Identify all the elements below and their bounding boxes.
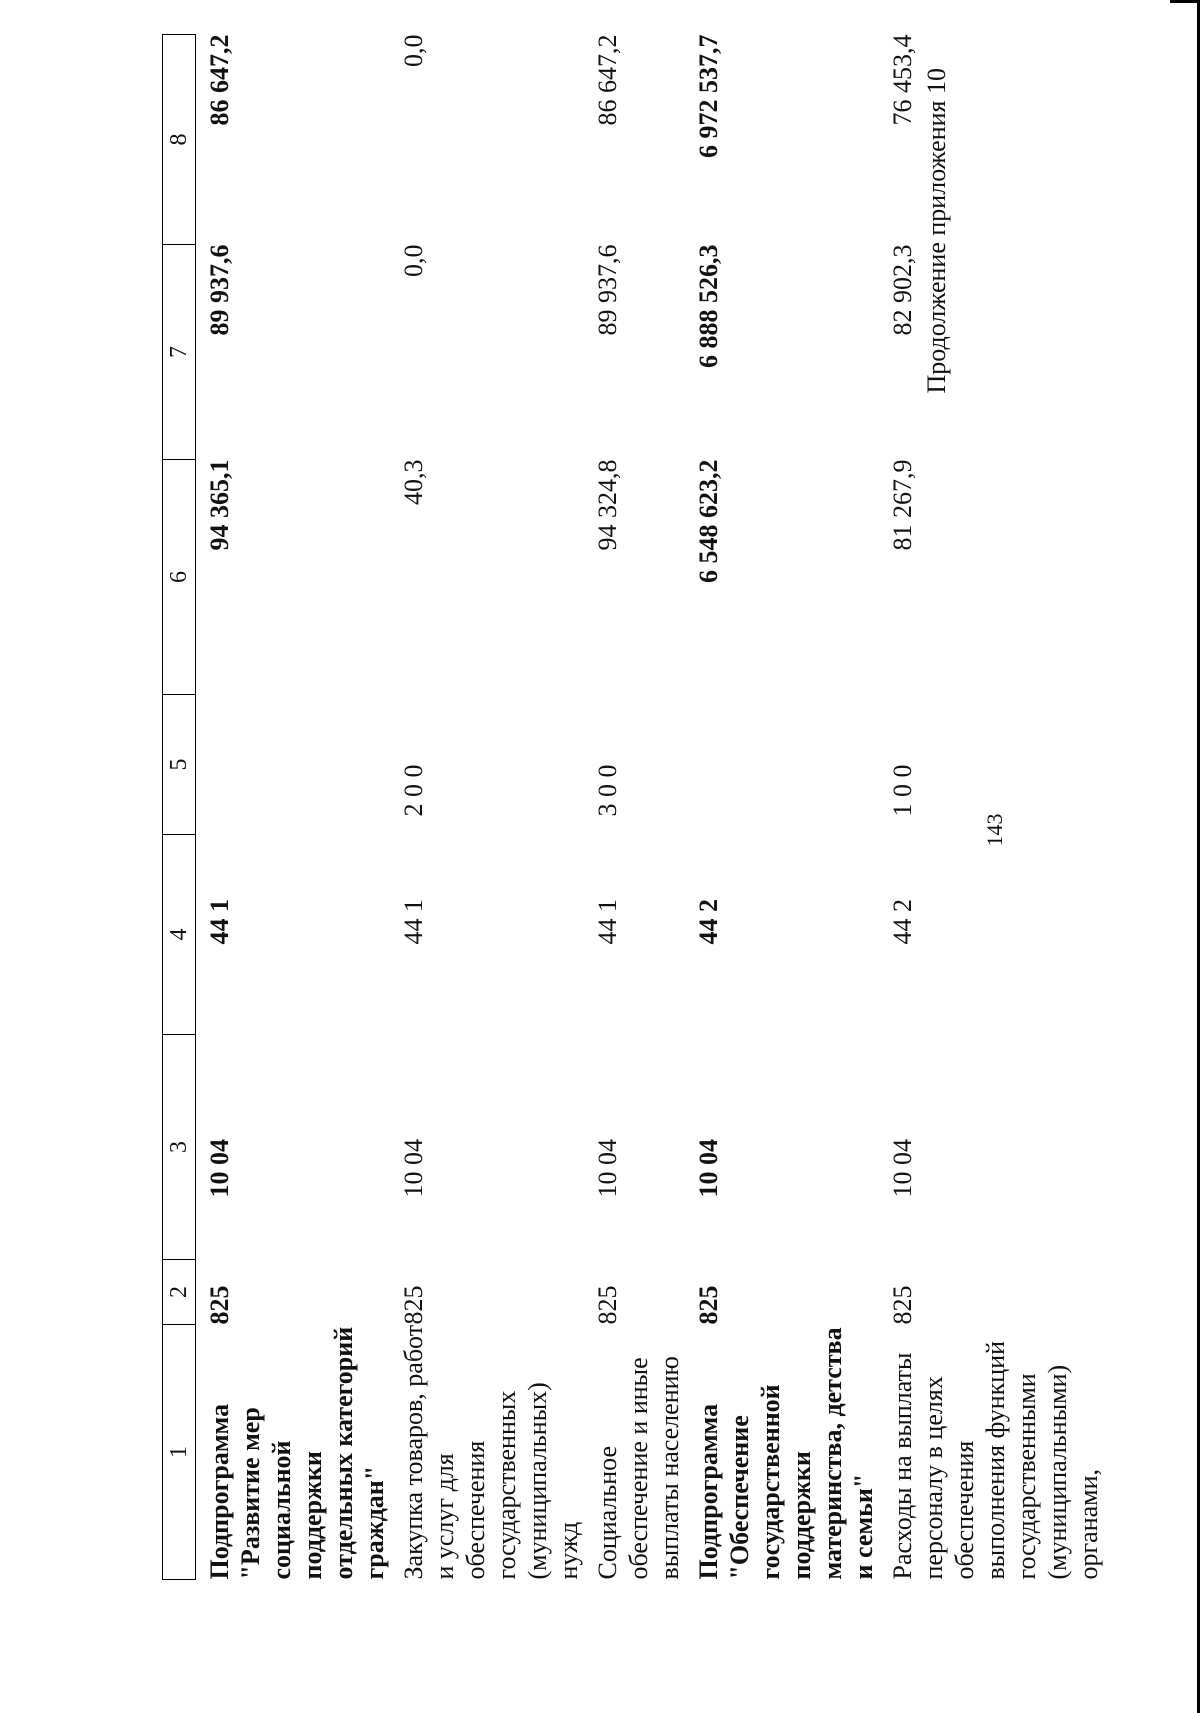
- expense-type-code: [685, 695, 879, 835]
- amount-year-2: 0,0: [399, 244, 428, 277]
- amount-year-1: 6 548 623,2: [694, 459, 723, 583]
- column-number: 7: [163, 245, 196, 460]
- target-code: 44 2: [694, 899, 723, 945]
- column-number: 6: [163, 460, 196, 695]
- ministry-code: 825: [694, 1285, 723, 1325]
- section-code: 10 04: [399, 1139, 428, 1198]
- table-row: [584, 35, 685, 1580]
- budget-table: [162, 34, 1104, 1580]
- row-name: Социальное обеспечение и иные выплаты населению: [593, 1356, 684, 1580]
- column-number: 4: [163, 835, 196, 1035]
- section-code: 10 04: [694, 1139, 723, 1198]
- amount-year-1: 94 324,8: [593, 459, 622, 551]
- amount-year-1: 40,3: [399, 459, 428, 505]
- row-name: Подпрограмма "Развитие мер социальной поддержки отдельных категорий граждан": [205, 1326, 389, 1580]
- amount-year-2: 82 902,3: [888, 244, 917, 336]
- ministry-code: 825: [593, 1285, 622, 1325]
- scan-mark: [1170, 0, 1200, 3]
- amount-year-3: 0,0: [399, 34, 428, 67]
- amount-year-1: 81 267,9: [888, 459, 917, 551]
- ministry-code: 825: [399, 1285, 428, 1325]
- column-number: 5: [163, 695, 196, 835]
- section-code: 10 04: [593, 1139, 622, 1198]
- table-row: [685, 35, 879, 1580]
- target-code: 44 1: [593, 899, 622, 945]
- row-name: Расходы на выплаты персоналу в целях обеспечения выполнения функций государственными (муниципальными) органами,: [888, 1340, 1103, 1580]
- row-name: Подпрограмма "Обеспечение государственной поддержки материнства, детства и семьи": [694, 1327, 878, 1580]
- target-code: 44 1: [205, 899, 234, 945]
- expense-type-code: 3 0 0: [593, 764, 622, 817]
- target-code: 44 2: [888, 899, 917, 945]
- amount-year-3: 76 453,4: [888, 34, 917, 126]
- section-code: 10 04: [888, 1139, 917, 1198]
- column-number: 3: [163, 1035, 196, 1260]
- column-number: 2: [163, 1260, 196, 1325]
- continuation-label: Продолжение приложения 10: [922, 68, 951, 394]
- rotated-page-content: [162, 34, 1103, 1610]
- table-row: [390, 35, 584, 1580]
- row-name: Закупка товаров, работ и услуг для обеспечения государственных (муниципальных) нужд: [399, 1324, 583, 1580]
- expense-type-code: [196, 695, 391, 835]
- amount-year-3: 6 972 537,7: [694, 34, 723, 158]
- expense-type-code: 1 0 0: [888, 764, 917, 817]
- column-number: 8: [163, 35, 196, 245]
- expense-type-code: 2 0 0: [399, 764, 428, 817]
- target-code: 44 1: [399, 899, 428, 945]
- table-row: [196, 35, 391, 1580]
- amount-year-3: 86 647,2: [593, 34, 622, 126]
- amount-year-2: 89 937,6: [205, 244, 234, 336]
- section-code: 10 04: [205, 1139, 234, 1198]
- page-number: 143: [982, 813, 1007, 847]
- table-row: [879, 35, 1104, 1580]
- ministry-code: 825: [888, 1285, 917, 1325]
- ministry-code: 825: [205, 1285, 234, 1325]
- amount-year-2: 6 888 526,3: [694, 244, 723, 368]
- amount-year-1: 94 365,1: [205, 459, 234, 551]
- amount-year-3: 86 647,2: [205, 34, 234, 126]
- column-number-row: [163, 35, 196, 1580]
- column-number: 1: [163, 1325, 196, 1580]
- amount-year-2: 89 937,6: [593, 244, 622, 336]
